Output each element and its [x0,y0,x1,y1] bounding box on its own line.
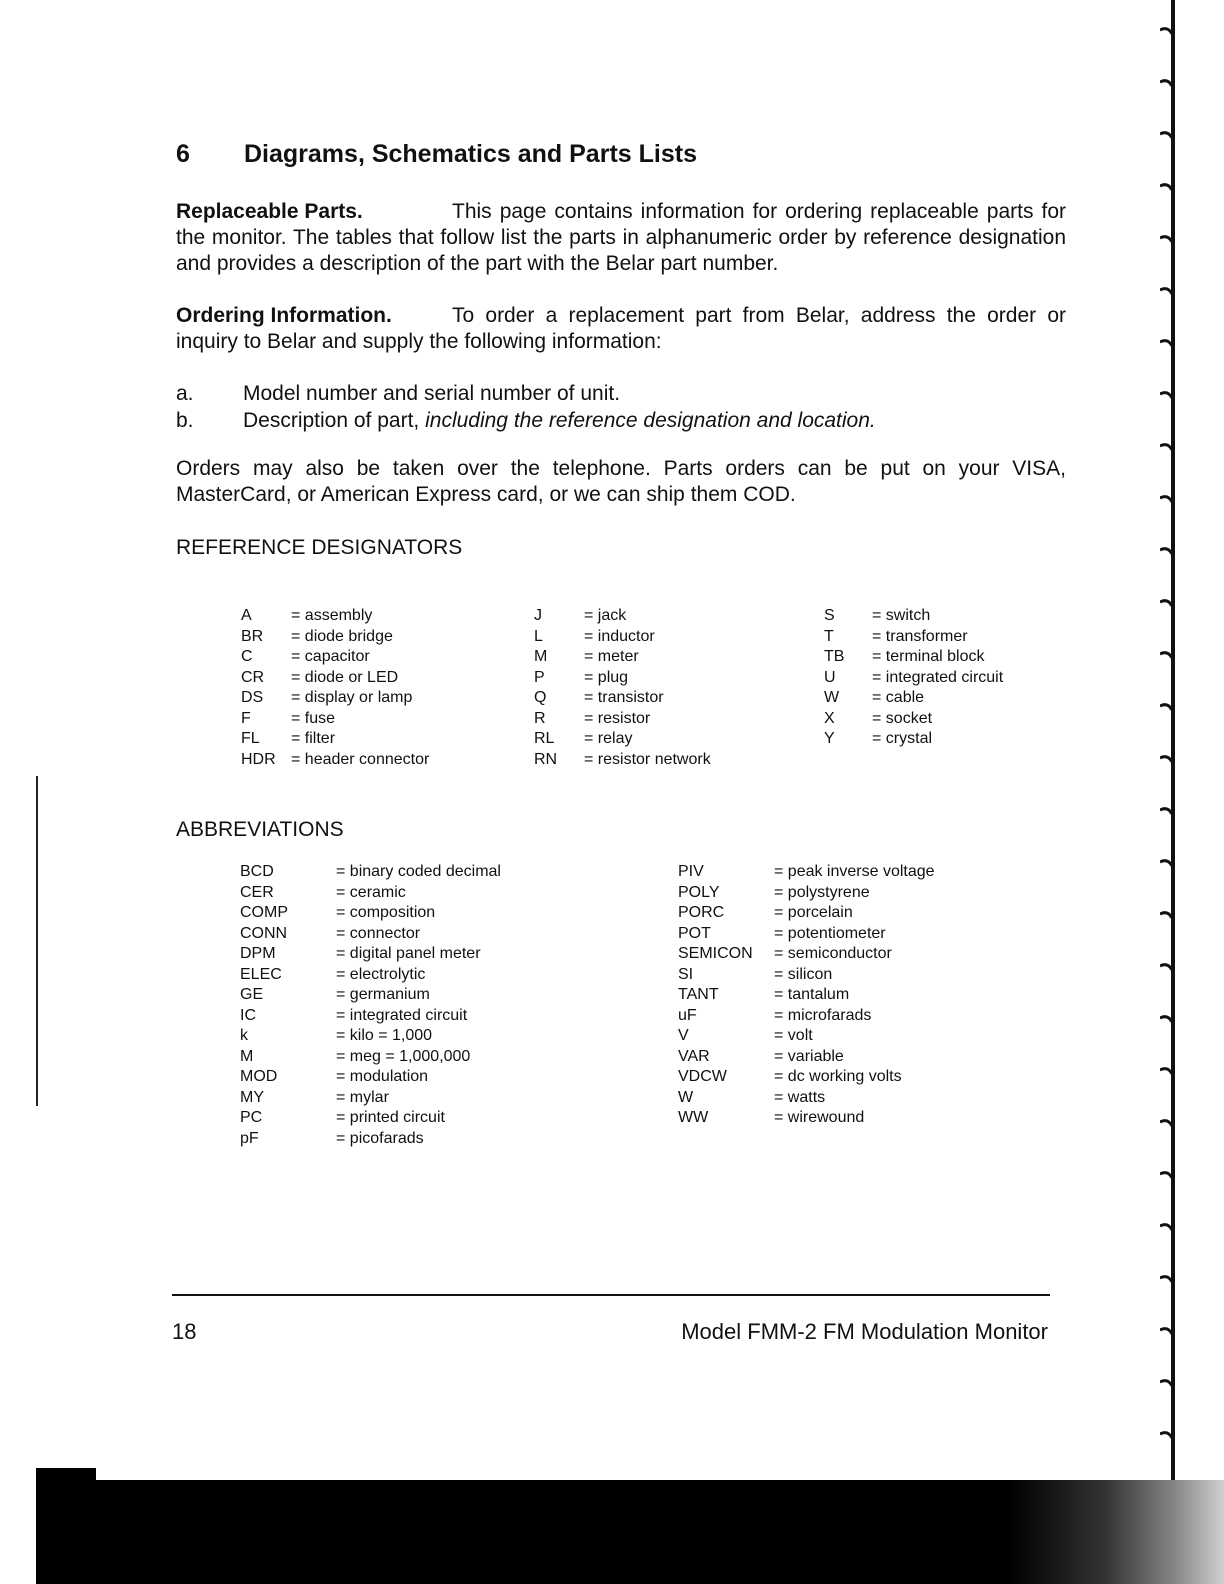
binding-hook [1160,29,1172,34]
item-meaning: = mylar [336,1088,389,1106]
item-code: COMP [240,904,288,921]
item-meaning: = tantalum [774,986,850,1003]
item-meaning: = meg = 1,000,000 [336,1047,471,1065]
item-code: Y [824,730,835,747]
list-item [534,729,711,750]
item-code: k [240,1027,248,1044]
abbreviations-column [678,862,935,1129]
reference-designators-column [534,606,711,770]
item-code: RL [534,730,555,747]
item-meaning: = diode bridge [291,627,393,645]
list-item [240,985,501,1006]
item-meaning: = assembly [291,607,373,624]
item-meaning: = microfarads [774,1006,872,1024]
list-item [240,1026,501,1047]
item-code: P [534,668,545,686]
list-item [240,1067,501,1088]
item-meaning: = printed circuit [336,1109,445,1126]
item-code: M [534,648,548,665]
item-meaning: = silicon [774,965,833,983]
list-item [241,750,429,771]
ordering-information-lead: Ordering Information. [176,304,392,327]
item-code: SEMICON [678,945,753,962]
item-code: M [240,1047,254,1065]
item-meaning: = meter [584,648,639,665]
item-meaning: = semiconductor [774,945,892,962]
item-code: GE [240,986,264,1003]
ordering-information-paragraph [176,303,1066,355]
list-item [241,668,429,689]
item-meaning: = resistor network [584,750,711,768]
list-item [240,1108,501,1129]
item-code: R [534,709,546,727]
list-item [824,668,1003,689]
item-code: CR [241,668,265,686]
binding-hook [1160,1225,1172,1230]
list-item [534,709,711,730]
list-item [240,1088,501,1109]
item-code: VDCW [678,1068,727,1085]
abbreviations-title: ABBREVIATIONS [176,818,344,841]
item-code: TANT [678,986,719,1003]
list-item-emphasis: including the reference designation and location. [425,409,876,432]
binding-hook [1160,497,1172,502]
list-item [241,627,429,648]
list-item [678,944,935,965]
list-item [678,965,935,986]
item-meaning: = watts [774,1088,826,1106]
binding-hook [1160,861,1172,866]
binding-hook [1160,341,1172,346]
binding-hook [1160,133,1172,138]
list-item [240,924,501,945]
list-item [240,903,501,924]
item-meaning: = transformer [872,627,968,645]
item-meaning: = diode or LED [291,668,399,686]
item-code: PC [240,1109,263,1126]
list-item [678,1108,935,1129]
abbreviations-column [240,862,501,1149]
section-title: Diagrams, Schematics and Parts Lists [244,140,697,168]
item-code: pF [240,1129,259,1147]
binding-hook [1160,1433,1172,1438]
page-number: 18 [172,1319,197,1344]
list-item [534,606,711,627]
list-item [534,668,711,689]
list-item [534,750,711,771]
binding-hook [1160,1277,1172,1282]
binding-hook [1160,1017,1172,1022]
binding-hook [1160,81,1172,86]
list-item [240,1129,501,1150]
list-item [240,862,501,883]
binding-spine [1171,0,1175,1484]
list-item [678,883,935,904]
list-item [678,924,935,945]
item-meaning: = integrated circuit [872,668,1004,686]
binding-hook [1160,1173,1172,1178]
list-item [534,647,711,668]
list-item [240,1047,501,1068]
binding-hook [1160,1069,1172,1074]
binding-hook [1160,1121,1172,1126]
item-code: PORC [678,904,725,921]
binding-hook [1160,705,1172,710]
footer-rule [172,1294,1050,1296]
binding-hook [1160,809,1172,814]
replaceable-parts-text: This page contains information for ordering replaceable parts for the monitor. The tables that follow list the parts in alphanumeric order by reference designation and provides a description of the part with the Belar part number. [176,200,1066,275]
binding-hook [1160,601,1172,606]
item-code: V [678,1027,689,1044]
item-code: T [824,627,834,645]
list-item [678,985,935,1006]
binding-hook [1160,185,1172,190]
item-meaning: = crystal [872,730,933,747]
binding-hook [1160,1381,1172,1386]
list-item [678,1006,935,1027]
item-meaning: = relay [584,730,633,747]
item-code: MY [240,1088,264,1106]
list-item [240,1006,501,1027]
orders-note-paragraph: Orders may also be taken over the telephone. Parts orders can be put on your VISA, MasterCard, or American Express card, or we can ship them COD. [176,457,1066,506]
item-meaning: = terminal block [872,648,985,665]
item-code: RN [534,750,558,768]
list-item-plain: Description of part, [243,409,426,432]
ordering-information-text: To order a replacement part from Belar, address the order or inquiry to Belar and supply the following information: [176,304,1066,353]
list-item [240,965,501,986]
replaceable-parts-paragraph [176,199,1066,277]
item-code: Q [534,689,547,706]
item-meaning: = socket [872,709,933,727]
item-code: POLY [678,883,720,901]
binding-hook [1160,913,1172,918]
binding-hook [1160,549,1172,554]
reference-designators-title: REFERENCE DESIGNATORS [176,536,463,559]
list-item [678,862,935,883]
item-meaning: = switch [872,607,931,624]
item-code: FL [241,730,260,747]
item-code: U [824,668,836,686]
list-item [241,729,429,750]
scan-margin-line [36,776,38,1106]
item-code: CONN [240,924,288,942]
item-code: POT [678,924,711,942]
list-item [678,1088,935,1109]
item-meaning: = cable [872,689,925,706]
list-item [176,407,1076,434]
spiral-binding-marks [1160,0,1176,1484]
item-code: uF [678,1006,697,1024]
item-code: X [824,709,835,727]
item-code: DPM [240,945,276,962]
item-meaning: = modulation [336,1068,429,1085]
item-meaning: = picofarads [336,1129,424,1147]
item-meaning: = plug [584,668,629,686]
item-code: S [824,607,835,624]
item-meaning: = fuse [291,709,336,727]
list-item [241,709,429,730]
item-code: VAR [678,1047,710,1065]
item-code: C [241,648,253,665]
list-item-text [243,407,876,434]
item-meaning: = ceramic [336,883,406,901]
item-code: J [534,607,542,624]
list-item [678,1047,935,1068]
list-item [678,903,935,924]
item-meaning: = electrolytic [336,965,426,983]
list-item [678,1067,935,1088]
item-meaning: = jack [584,607,627,624]
item-meaning: = potentiometer [774,924,886,942]
item-code: PIV [678,863,704,880]
item-meaning: = filter [291,730,336,747]
reference-designators-column [241,606,429,770]
scan-bottom-shadow [36,1480,1224,1584]
item-meaning: = germanium [336,986,430,1003]
item-meaning: = kilo = 1,000 [336,1027,433,1044]
list-item [824,627,1003,648]
list-item [824,606,1003,627]
item-code: WW [678,1109,709,1126]
list-item-text: Model number and serial number of unit. [243,382,621,405]
footer-title: Model FMM-2 FM Modulation Monitor [681,1319,1048,1344]
item-meaning: = peak inverse voltage [774,863,935,880]
item-code: W [824,689,840,706]
item-meaning: = integrated circuit [336,1006,468,1024]
item-meaning: = digital panel meter [336,945,481,962]
section-heading [176,140,697,169]
list-item [824,709,1003,730]
item-code: BCD [240,863,274,880]
item-code: TB [824,648,845,665]
item-meaning: = porcelain [774,904,853,921]
item-code: DS [241,689,264,706]
list-item [824,688,1003,709]
list-item [824,647,1003,668]
item-meaning: = header connector [291,750,430,768]
binding-hook [1160,1329,1172,1334]
item-meaning: = volt [774,1027,813,1044]
item-meaning: = polystyrene [774,883,870,901]
list-item [678,1026,935,1047]
list-item [240,944,501,965]
section-number: 6 [176,140,190,168]
reference-designators-column [824,606,1003,750]
item-code: HDR [241,750,276,768]
item-code: CER [240,883,274,901]
item-meaning: = display or lamp [291,689,413,706]
item-meaning: = dc working volts [774,1068,902,1085]
list-item [241,606,429,627]
binding-hook [1160,289,1172,294]
item-code: IC [240,1006,256,1024]
list-item [240,883,501,904]
item-meaning: = composition [336,904,436,921]
ordering-list [176,380,1076,434]
binding-hook [1160,965,1172,970]
list-item [241,647,429,668]
list-item [534,688,711,709]
item-code: L [534,627,543,645]
list-marker: b. [176,409,194,432]
item-meaning: = wirewound [774,1109,865,1126]
item-code: SI [678,965,694,983]
binding-hook [1160,393,1172,398]
item-code: A [241,607,252,624]
item-code: W [678,1088,694,1106]
list-item [534,627,711,648]
item-meaning: = connector [336,924,421,942]
item-meaning: = transistor [584,689,664,706]
binding-hook [1160,237,1172,242]
item-meaning: = variable [774,1047,844,1065]
list-item [176,380,1076,407]
item-meaning: = binary coded decimal [336,863,501,880]
binding-hook [1160,445,1172,450]
list-item [241,688,429,709]
list-item [824,729,1003,750]
list-marker: a. [176,382,194,405]
item-meaning: = resistor [584,709,651,727]
replaceable-parts-lead: Replaceable Parts. [176,200,363,223]
item-code: ELEC [240,965,282,983]
item-meaning: = capacitor [291,648,370,665]
binding-hook [1160,757,1172,762]
item-code: MOD [240,1068,278,1085]
item-code: BR [241,627,264,645]
item-code: F [241,709,251,727]
binding-hook [1160,653,1172,658]
item-meaning: = inductor [584,627,655,645]
